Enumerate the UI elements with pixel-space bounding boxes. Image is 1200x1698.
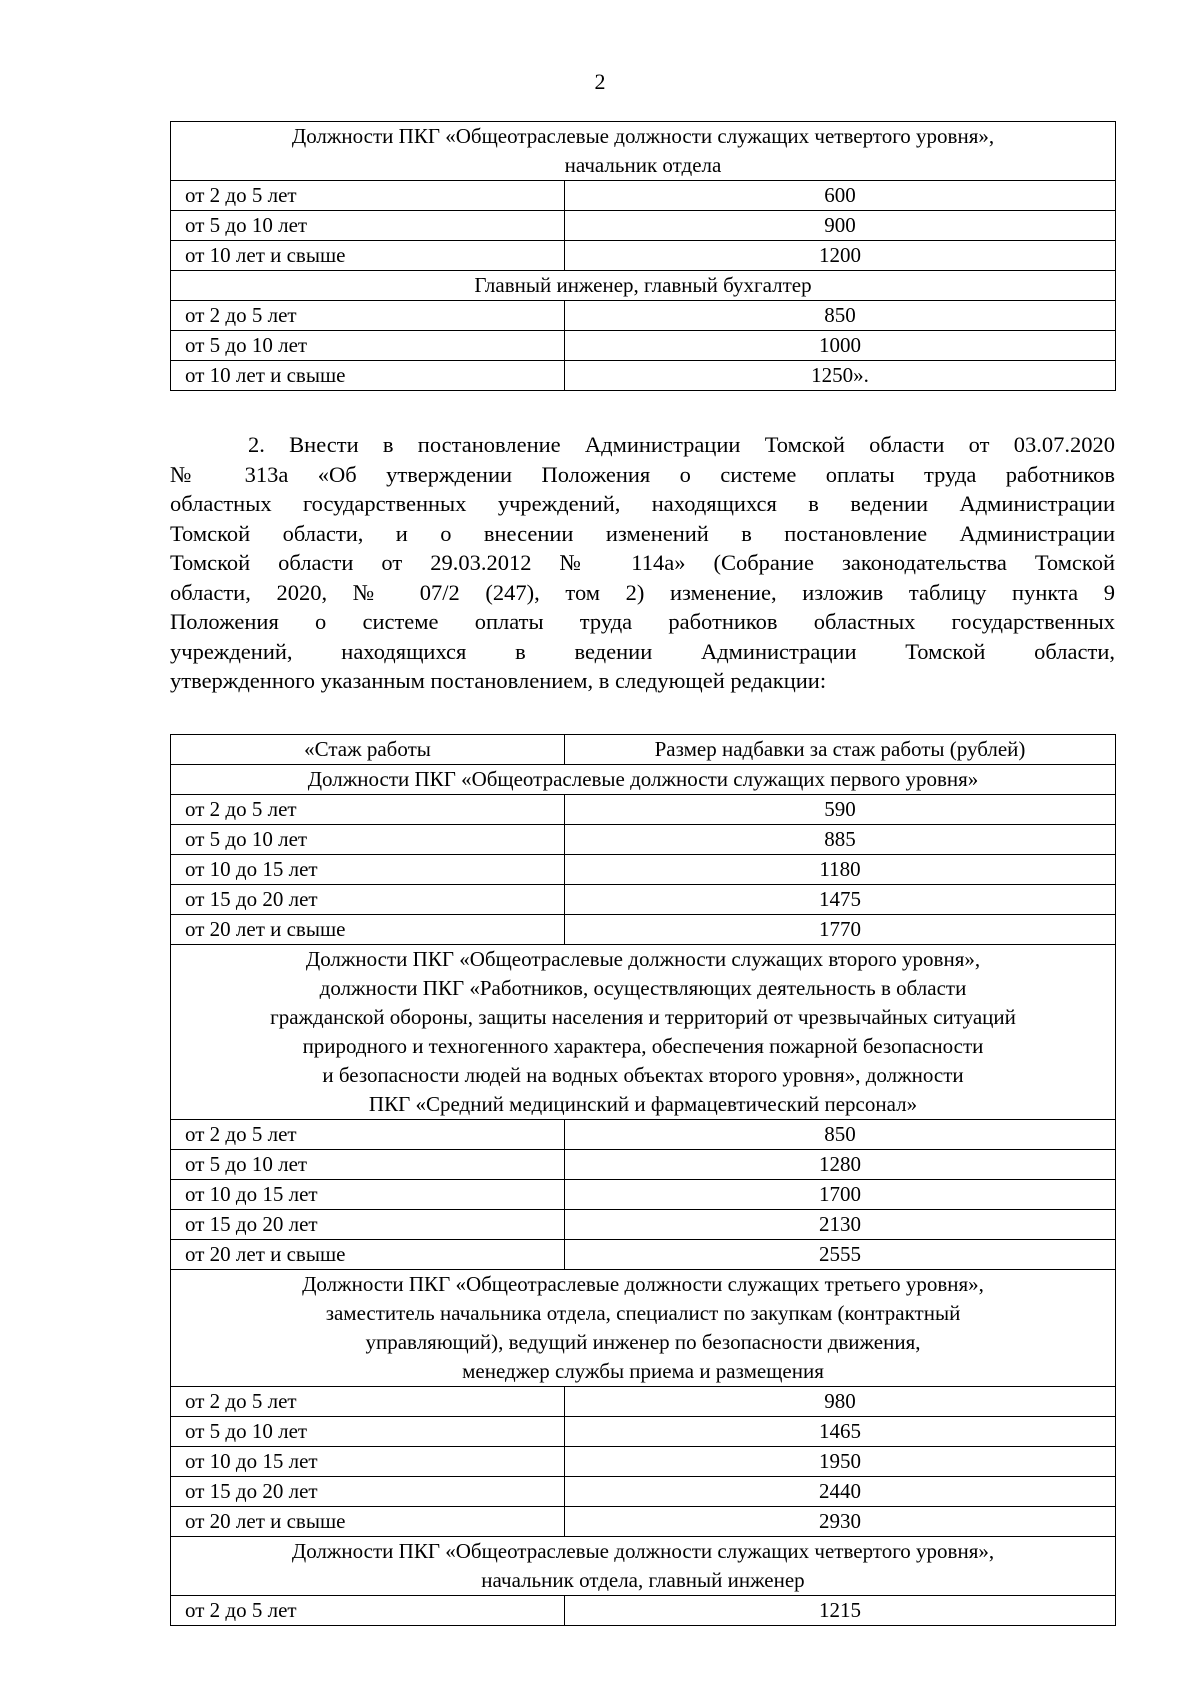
paragraph-line: Томской области от 29.03.2012 № 114а» (Собрание законодательства Томской (170, 550, 1115, 575)
paragraph-line: Томской области, и о внесении изменений в постановление Администрации (170, 520, 1115, 546)
amount-cell: 600 (565, 181, 1116, 211)
table-header-row (171, 735, 1116, 765)
amount-cell: 1465 (565, 1417, 1116, 1447)
paragraph-line: утвержденного указанным постановлением, в следующей редакции: (170, 668, 827, 693)
experience-cell: от 5 до 10 лет (171, 331, 565, 361)
table-row (171, 1120, 1116, 1150)
table-row (171, 1417, 1116, 1447)
experience-cell: от 5 до 10 лет (171, 1150, 565, 1180)
group-title-line: Должности ПКГ «Общеотраслевые должности служащих первого уровня» (307, 767, 979, 791)
paragraph-line: учреждений, находящихся в ведении Администрации Томской области, (170, 638, 1115, 664)
group-title-line: природного и техногенного характера, обеспечения пожарной безопасности (302, 1034, 984, 1058)
table-row (171, 1180, 1116, 1210)
table-row (171, 1150, 1116, 1180)
table-row (171, 825, 1116, 855)
amount-cell: 1280 (565, 1150, 1116, 1180)
group-title-line: менеджер службы приема и размещения (462, 1359, 824, 1383)
experience-cell: от 2 до 5 лет (171, 301, 565, 331)
amount-cell: 590 (565, 795, 1116, 825)
experience-cell: от 2 до 5 лет (171, 1596, 565, 1626)
group-title-line: гражданской обороны, защиты населения и территорий от чрезвычайных ситуаций (270, 1005, 1016, 1029)
group-title (171, 945, 1116, 1120)
amount-cell: 2930 (565, 1507, 1116, 1537)
table-row (171, 1210, 1116, 1240)
amendment-paragraph (170, 430, 1115, 696)
experience-cell: от 2 до 5 лет (171, 1387, 565, 1417)
table-row (171, 361, 1116, 391)
group-title-line: управляющий), ведущий инженер по безопасности движения, (365, 1330, 921, 1354)
amount-cell: 1180 (565, 855, 1116, 885)
table-row (171, 331, 1116, 361)
amount-cell: 2555 (565, 1240, 1116, 1270)
table-row (171, 241, 1116, 271)
table-row (171, 915, 1116, 945)
experience-cell: от 10 до 15 лет (171, 855, 565, 885)
bonus-table-continuation (170, 121, 1116, 391)
paragraph-line: 2. Внести в постановление Администрации Томской области от 03.07.2020 (248, 432, 1115, 457)
experience-cell: от 20 лет и свыше (171, 1240, 565, 1270)
page-number: 2 (594, 69, 606, 94)
group-header-row (171, 1270, 1116, 1387)
group-title-line: Должности ПКГ «Общеотраслевые должности служащих четвертого уровня», (291, 1539, 995, 1563)
table-row (171, 1447, 1116, 1477)
group-title (171, 765, 1116, 795)
group-title-line: заместитель начальника отдела, специалист по закупкам (контрактный (325, 1301, 961, 1325)
group-title (171, 122, 1116, 181)
group-title-line: Должности ПКГ «Общеотраслевые должности служащих третьего уровня», (302, 1272, 984, 1296)
table-row (171, 1477, 1116, 1507)
amount-cell: 1000 (565, 331, 1116, 361)
table-row (171, 181, 1116, 211)
table-row (171, 1240, 1116, 1270)
table-row (171, 1507, 1116, 1537)
group-title-line: должности ПКГ «Работников, осуществляющих деятельность в области (319, 976, 967, 1000)
bonus-table-new (170, 734, 1116, 1626)
experience-cell: от 10 лет и свыше (171, 361, 565, 391)
table-row (171, 795, 1116, 825)
amount-cell: 1250». (565, 361, 1116, 391)
table-row (171, 1387, 1116, 1417)
group-title-line: и безопасности людей на водных объектах второго уровня», должности (322, 1063, 964, 1087)
amount-cell: 850 (565, 1120, 1116, 1150)
group-header-row (171, 765, 1116, 795)
experience-cell: от 15 до 20 лет (171, 1477, 565, 1507)
group-title-line: Должности ПКГ «Общеотраслевые должности служащих второго уровня», (305, 947, 981, 971)
amount-cell: 1475 (565, 885, 1116, 915)
experience-cell: от 15 до 20 лет (171, 1210, 565, 1240)
group-header-row (171, 271, 1116, 301)
group-title-line: ПКГ «Средний медицинский и фармацевтический персонал» (368, 1092, 918, 1116)
experience-cell: от 2 до 5 лет (171, 181, 565, 211)
table-row (171, 885, 1116, 915)
amount-cell: 1200 (565, 241, 1116, 271)
amount-cell: 1950 (565, 1447, 1116, 1477)
amount-cell: 1215 (565, 1596, 1116, 1626)
table2-body (171, 735, 1116, 1626)
group-header-row (171, 122, 1116, 181)
experience-cell: от 10 лет и свыше (171, 241, 565, 271)
experience-cell: от 20 лет и свыше (171, 1507, 565, 1537)
group-title (171, 1270, 1116, 1387)
header-amount: Размер надбавки за стаж работы (рублей) (565, 735, 1116, 765)
group-title-line: начальник отдела, главный инженер (481, 1568, 805, 1592)
group-header-row (171, 945, 1116, 1120)
amount-cell: 885 (565, 825, 1116, 855)
group-title (171, 271, 1116, 301)
table1-body (171, 122, 1116, 391)
paragraph-line: области, 2020, № 07/2 (247), том 2) изменение, изложив таблицу пункта 9 (170, 579, 1115, 605)
amount-cell: 980 (565, 1387, 1116, 1417)
header-experience: «Стаж работы (171, 735, 565, 765)
experience-cell: от 2 до 5 лет (171, 795, 565, 825)
group-header-row (171, 1537, 1116, 1596)
amount-cell: 850 (565, 301, 1116, 331)
amount-cell: 1770 (565, 915, 1116, 945)
experience-cell: от 5 до 10 лет (171, 825, 565, 855)
amount-cell: 900 (565, 211, 1116, 241)
table-row (171, 211, 1116, 241)
experience-cell: от 10 до 15 лет (171, 1447, 565, 1477)
experience-cell: от 2 до 5 лет (171, 1120, 565, 1150)
group-title-line: Главный инженер, главный бухгалтер (474, 273, 812, 297)
paragraph-line: Положения о системе оплаты труда работников областных государственных (170, 609, 1115, 634)
experience-cell: от 5 до 10 лет (171, 1417, 565, 1447)
experience-cell: от 15 до 20 лет (171, 885, 565, 915)
amount-cell: 1700 (565, 1180, 1116, 1210)
experience-cell: от 10 до 15 лет (171, 1180, 565, 1210)
paragraph-line: областных государственных учреждений, находящихся в ведении Администрации (170, 491, 1115, 516)
amount-cell: 2130 (565, 1210, 1116, 1240)
experience-cell: от 5 до 10 лет (171, 211, 565, 241)
table-row (171, 855, 1116, 885)
group-title-line: начальник отдела (564, 153, 722, 177)
experience-cell: от 20 лет и свыше (171, 915, 565, 945)
group-title-line: Должности ПКГ «Общеотраслевые должности служащих четвертого уровня», (291, 124, 995, 148)
table-row (171, 1596, 1116, 1626)
paragraph-line: № 313а «Об утверждении Положения о системе оплаты труда работников (170, 461, 1115, 487)
table-row (171, 301, 1116, 331)
group-title (171, 1537, 1116, 1596)
amount-cell: 2440 (565, 1477, 1116, 1507)
